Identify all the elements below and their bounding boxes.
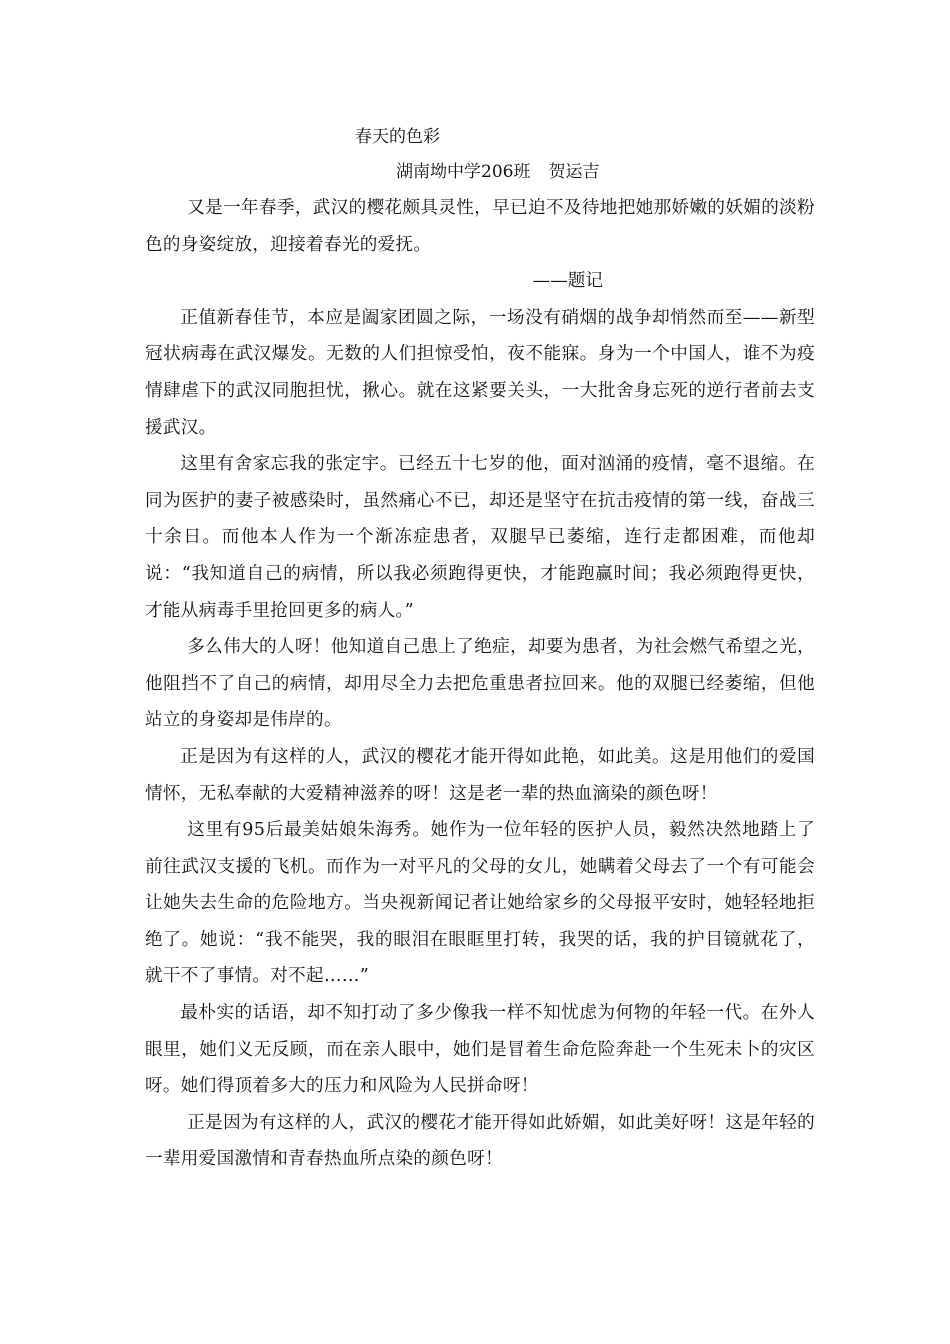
- paragraph-4: 正是因为有这样的人，武汉的樱花才能开得如此艳，如此美。这是用他们的爱国情怀，无私奉献的大爱精神滋养的呀！这是老一辈的热血滴染的颜色呀！: [145, 746, 815, 804]
- paragraph-1: 正值新春佳节，本应是阖家团圆之际，一场没有硝烟的战争却悄然而至——新型冠状病毒在武汉爆发。无数的人们担惊受怕，夜不能寐。身为一个中国人，谁不为疫情肆虐下的武汉同胞担忧，揪心。就在这紧要关头，一大批舍身忘死的逆行者前去支援武汉。: [145, 307, 815, 438]
- author-school-class: 湖南坳中学206班: [396, 162, 531, 182]
- epigraph-signature: ——题记: [532, 271, 603, 292]
- paragraph-6: 最朴实的话语，却不知打动了多少像我一样不知忧虑为何物的年轻一代。在外人眼里，她们义无反顾，而在亲人眼中，她们是冒着生命危险奔赴一个生死未卜的灾区呀。她们得顶着多大的压力和风险为人民拼命呀！: [145, 1003, 815, 1097]
- epigraph-text: 又是一年春季，武汉的樱花颇具灵性，早已迫不及待地把她那娇嫩的妖媚的淡粉色的身姿绽放，迎接着春光的爱抚。: [145, 198, 815, 255]
- paragraph-5: 这里有95后最美姑娘朱海秀。她作为一位年轻的医护人员，毅然决然地踏上了前往武汉支援的飞机。而作为一对平凡的父母的女儿，她瞒着父母去了一个有可能会让她失去生命的危险地方。当央视新闻记者让她给家乡的父母报平安时，她轻轻地拒绝了。她说：“我不能哭，我的眼泪在眼眶里打转，我哭的话，我的护目镜就花了，就干不了事情。对不起……”: [145, 820, 815, 987]
- essay-body: [145, 190, 815, 1178]
- essay-title: 春天的色彩: [355, 127, 440, 147]
- paragraph-2: 这里有舍家忘我的张定宇。已经五十七岁的他，面对汹涌的疫情，毫不退缩。在同为医护的妻子被感染时，虽然痛心不已，却还是坚守在抗击疫情的第一线，奋战三十余日。而他本人作为一个渐冻症患者，双腿早已萎缩，连行走都困难，而他却说：“我知道自己的病情，所以我必须跑得更快，才能跑赢时间；我必须跑得更快，才能从病毒手里抢回更多的病人。”: [145, 454, 815, 621]
- author-name: 贺运吉: [548, 162, 600, 182]
- paragraph-3: 多么伟大的人呀！他知道自己患上了绝症，却要为患者，为社会燃气希望之光，他阻挡不了自己的病情，却用尽全力去把危重患者拉回来。他的双腿已经萎缩，但他站立的身姿却是伟岸的。: [145, 637, 815, 731]
- paragraph-7: 正是因为有这样的人，武汉的樱花才能开得如此娇媚，如此美好呀！这是年轻的一辈用爱国激情和青春热血所点染的颜色呀！: [145, 1112, 815, 1170]
- author-line: [396, 159, 599, 185]
